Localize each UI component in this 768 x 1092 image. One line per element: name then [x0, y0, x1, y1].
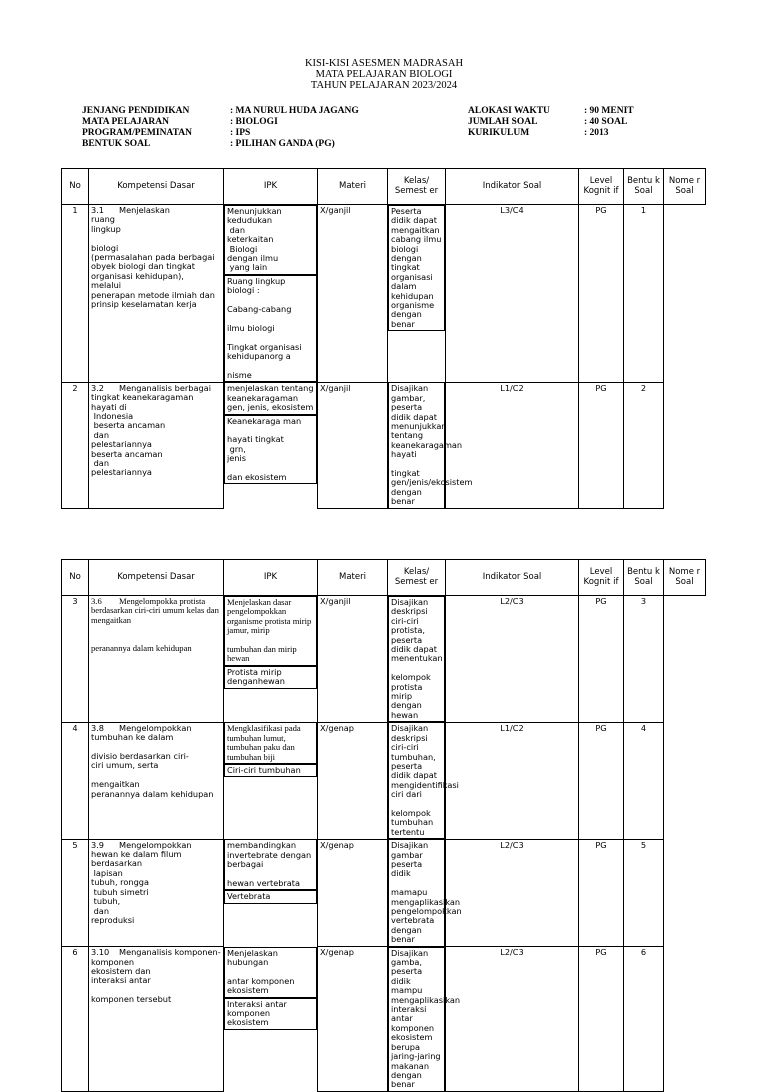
col-header-no: No	[62, 560, 89, 596]
kd-number: 3.9	[91, 839, 105, 850]
cell-ipk: Mengklasifikasi pada tumbuhan lumut, tumbuhan paku dan tumbuhan biji	[224, 722, 317, 764]
cell-indikator: Disajikan deskripsi ciri-ciri tumbuhan, peserta didik dapat mengidentifikasi ciri dari kelompok tumbuhan tertentu	[388, 722, 445, 839]
table-row	[62, 839, 706, 946]
col-header-nomer: Nome r Soal	[664, 169, 706, 205]
cell-bentuk: PG	[579, 722, 624, 839]
table-row	[62, 947, 706, 1092]
cell-bentuk: PG	[579, 947, 624, 1092]
col-header-level: Level Kognit if	[579, 169, 624, 205]
info-label-kurikulum: KURIKULUM	[468, 128, 530, 138]
cell-level: L3/C4	[446, 205, 579, 383]
col-header-no: No	[62, 169, 89, 205]
col-header-bentuk: Bentu k Soal	[624, 169, 664, 205]
col-header-indikator: Indikator Soal	[446, 169, 579, 205]
col-header-kelas: Kelas/ Semest er	[388, 560, 446, 596]
col-header-ipk: IPK	[224, 169, 318, 205]
cell-kd	[89, 205, 224, 383]
info-value-mapel: : BIOLOGI	[230, 117, 278, 127]
cell-ipk: menjelaskan tentang keanekaragaman gen, jenis, ekosistem	[224, 382, 317, 414]
cell-no: 5	[62, 839, 89, 946]
table-row	[62, 596, 706, 723]
kd-text: Menganalisis komponen- komponen ekosistem dan interaksi antar komponen tersebut	[91, 947, 221, 1005]
cell-kd	[89, 596, 224, 723]
cell-indikator: Disajikan gambar peserta didik mamapu mengaplikasikan pengelompokkan vertebrata dengan benar	[388, 839, 445, 946]
cell-level: L1/C2	[446, 382, 579, 508]
info-value-program: : IPS	[230, 128, 251, 138]
cell-materi: Ciri-ciri tumbuhan	[224, 764, 317, 777]
kd-text: Menjelaskan ruang lingkup biologi (permasalahan pada berbagai obyek biologi dan tingkat organisasi kehidupan), melalui penerapan metode ilmiah dan prinsip keselamatan kerja	[91, 205, 215, 310]
col-header-nomer: Nome r Soal	[664, 560, 706, 596]
col-header-materi: Materi	[318, 169, 388, 205]
cell-kelas: X/ganjil	[318, 596, 388, 723]
cell-no: 1	[62, 205, 89, 383]
cell-no: 4	[62, 722, 89, 839]
cell-materi: Ruang lingkup biologi : Cabang-cabang ilmu biologi Tingkat organisasi kehidupanorg a nisme	[224, 275, 317, 382]
cell-bentuk: PG	[579, 382, 624, 508]
kd-text: Mengelompokkan hewan ke dalam filum berdasarkan lapisan tubuh, rongga tubuh simetri tubuh, dan reproduksi	[91, 839, 192, 925]
cell-kelas: X/genap	[318, 947, 388, 1092]
cell-nomer: 1	[624, 205, 664, 383]
table-row	[62, 205, 706, 383]
cell-nomer: 3	[624, 596, 664, 723]
info-value-kurikulum: : 2013	[584, 128, 609, 138]
kisi-table-1	[61, 168, 706, 509]
cell-bentuk: PG	[579, 596, 624, 723]
info-label-jenjang: JENJANG PENDIDIKAN	[82, 106, 190, 116]
col-header-kd: Kompetensi Dasar	[89, 560, 224, 596]
cell-indikator: Disajikan deskripsi ciri-ciri protista, peserta didik dapat menentukan kelompok protista mirip dengan hewan	[388, 596, 445, 722]
kisi-table-2	[61, 559, 706, 1092]
info-value-bentuk: : PILIHAN GANDA (PG)	[230, 139, 335, 149]
document-subtitle: MATA PELAJARAN BIOLOGI	[315, 69, 453, 80]
cell-materi: Vertebrata	[224, 890, 317, 903]
cell-nomer: 2	[624, 382, 664, 508]
cell-level: L2/C3	[446, 947, 579, 1092]
col-header-level: Level Kognit if	[579, 560, 624, 596]
cell-no: 6	[62, 947, 89, 1092]
cell-level: L2/C3	[446, 839, 579, 946]
cell-indikator: Disajikan gambar, peserta didik dapat menunjukkan tentang keanekaragaman hayati tingkat gen/jenis/ekosistem dengan benar	[388, 382, 445, 508]
cell-materi: Protista mirip denganhewan	[224, 666, 317, 689]
cell-kd	[89, 947, 224, 1092]
cell-kd	[89, 382, 224, 508]
info-label-program: PROGRAM/PEMINATAN	[82, 128, 192, 138]
cell-nomer: 4	[624, 722, 664, 839]
col-header-kd: Kompetensi Dasar	[89, 169, 224, 205]
col-header-indikator: Indikator Soal	[446, 560, 579, 596]
table-row	[62, 382, 706, 508]
cell-level: L2/C3	[446, 596, 579, 723]
cell-ipk: membandingkan invertebrate dengan berbagai hewan vertebrata	[224, 839, 317, 890]
document-year: TAHUN PELAJARAN 2023/2024	[310, 80, 458, 91]
cell-kelas: X/ganjil	[318, 205, 388, 383]
cell-no: 3	[62, 596, 89, 723]
kd-text: Menganalisis berbagai tingkat keanekaragaman hayati di Indonesia beserta ancaman dan pelestariannya beserta ancaman dan pelestariannya	[91, 382, 211, 478]
cell-bentuk: PG	[579, 839, 624, 946]
col-header-bentuk: Bentu k Soal	[624, 560, 664, 596]
cell-ipk: Menunjukkan kedudukan dan keterkaitan Biologi dengan ilmu yang lain	[224, 205, 317, 275]
kd-text: Mengelompokka protista berdasarkan ciri-ciri umum kelas dan mengaitkan peranannya dalam kehidupan	[91, 596, 219, 654]
cell-nomer: 6	[624, 947, 664, 1092]
cell-ipk: Menjelaskan dasar pengelompokkan organisme protista mirip jamur, mirip tumbuhan dan mirip hewan	[224, 596, 317, 666]
cell-kelas: X/ganjil	[318, 382, 388, 508]
col-header-materi: Materi	[318, 560, 388, 596]
kd-number: 3.8	[91, 722, 105, 733]
cell-level: L1/C2	[446, 722, 579, 839]
cell-nomer: 5	[624, 839, 664, 946]
cell-materi: Keanekaraga man hayati tingkat grn, jenis dan ekosistem	[224, 415, 317, 485]
cell-kd	[89, 722, 224, 839]
col-header-kelas: Kelas/ Semest er	[388, 169, 446, 205]
document-title: KISI-KISI ASESMEN MADRASAH	[304, 58, 464, 69]
kd-text: Mengelompokkan tumbuhan ke dalam divisio berdasarkan ciri- ciri umum, serta mengaitkan peranannya dalam kehidupan	[91, 722, 214, 799]
kd-number: 3.1	[91, 205, 105, 215]
cell-no: 2	[62, 382, 89, 508]
info-label-alokasi: ALOKASI WAKTU	[468, 106, 550, 116]
col-header-ipk: IPK	[224, 560, 318, 596]
cell-ipk: Menjelaskan hubungan antar komponen ekosistem	[224, 947, 317, 998]
kd-number: 3.6	[91, 596, 102, 606]
table-header-row	[62, 560, 706, 596]
cell-bentuk: PG	[579, 205, 624, 383]
info-value-alokasi: : 90 MENIT	[584, 106, 634, 116]
kd-number: 3.10	[91, 947, 110, 958]
cell-kelas: X/genap	[318, 839, 388, 946]
info-label-mapel: MATA PELAJARAN	[82, 117, 169, 127]
cell-kelas: X/genap	[318, 722, 388, 839]
info-value-jenjang: : MA NURUL HUDA JAGANG	[230, 106, 359, 116]
table-header-row	[62, 169, 706, 205]
kd-number: 3.2	[91, 382, 105, 393]
cell-indikator: Peserta didik dapat mengaitkan cabang ilmu biologi dengan tingkat organisasi dalam kehidupan organisme dengan benar	[388, 205, 445, 331]
info-value-jumlah: : 40 SOAL	[584, 117, 628, 127]
cell-indikator: Disajikan gamba, peserta didik mampu mengaplikasikan interaksi antar komponen ekosistem berupa jaring-jaring makanan dengan benar	[388, 947, 445, 1092]
table-row	[62, 722, 706, 839]
cell-materi: Interaksi antar komponen ekosistem	[224, 998, 317, 1030]
cell-kd	[89, 839, 224, 946]
info-label-jumlah: JUMLAH SOAL	[468, 117, 538, 127]
info-label-bentuk: BENTUK SOAL	[82, 139, 151, 149]
